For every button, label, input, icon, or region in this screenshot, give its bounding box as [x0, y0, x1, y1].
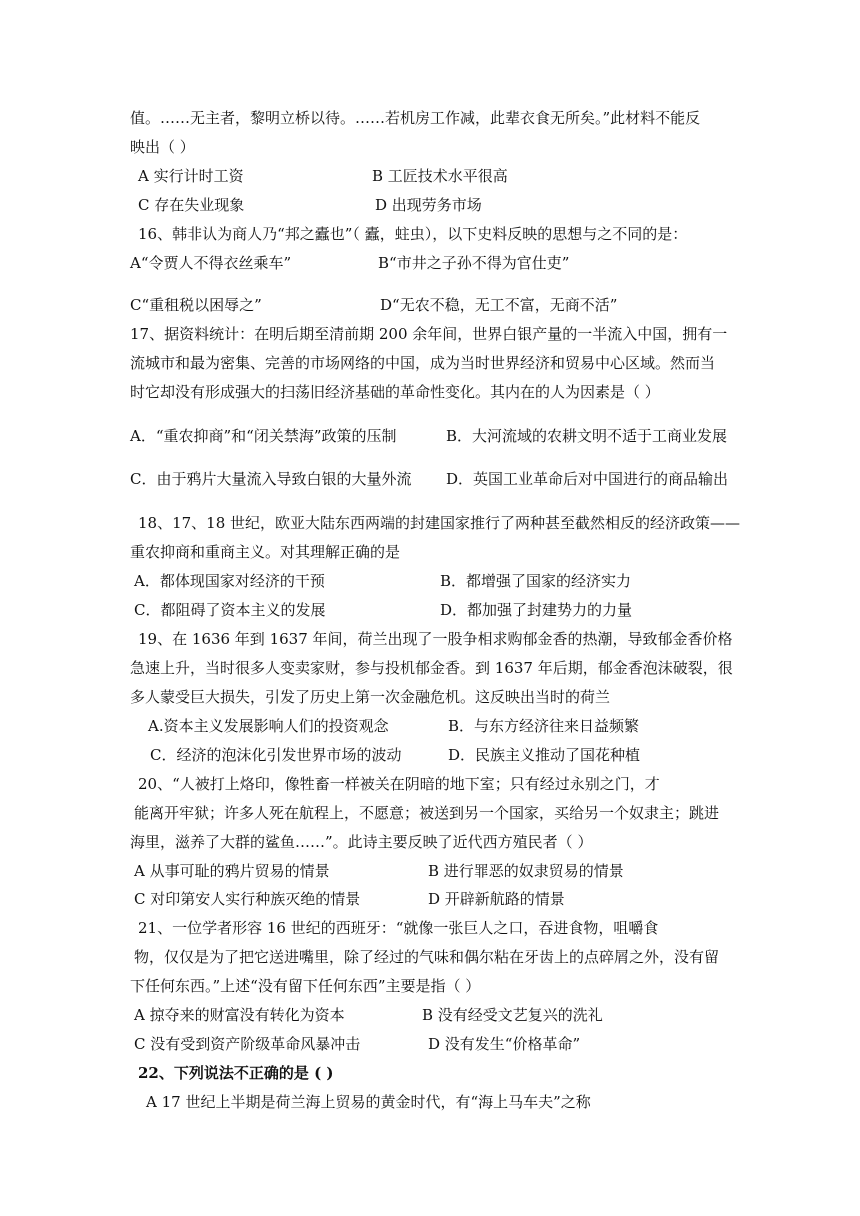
option-a: A 实行计时工资 — [138, 167, 244, 185]
option-d: D．都加强了封建势力的力量 — [440, 601, 633, 619]
option-a: A.资本主义发展影响人们的投资观念 — [148, 717, 389, 735]
text-line: 物，仅仅是为了把它送进嘴里，除了经过的气味和偶尔粘在牙齿上的点碎屑之外，没有留 — [134, 948, 720, 966]
text-line: 能离开牢狱；许多人死在航程上，不愿意；被送到另一个国家，买给另一个奴隶主；跳进 — [134, 804, 720, 822]
option-d: D 没有发生“价格革命” — [428, 1035, 581, 1053]
option-d: D 出现劳务市场 — [375, 196, 482, 214]
option-c: C．都阻碍了资本主义的发展 — [134, 601, 326, 619]
option-d: D 开辟新航路的情景 — [428, 890, 565, 908]
option-a: A 17 世纪上半期是荷兰海上贸易的黄金时代，有“海上马车夫”之称 — [146, 1093, 591, 1111]
text-line: 下任何东西。”上述“没有留下任何东西”主要是指（ ） — [130, 977, 481, 995]
option-c: C．由于鸦片大量流入导致白银的大量外流 — [130, 470, 412, 488]
option-b: B 进行罪恶的奴隶贸易的情景 — [428, 862, 624, 880]
question-19: 19、在 1636 年到 1637 年间，荷兰出现了一股争相求购郁金香的热潮，导致郁金香价格 — [138, 630, 733, 648]
text-line: 映出（ ） — [130, 138, 195, 156]
option-d: D．民族主义推动了国花种植 — [448, 746, 641, 764]
option-a: A“令贾人不得衣丝乘车” — [130, 254, 292, 272]
option-a: A．“重农抑商”和“闭关禁海”政策的压制 — [130, 427, 397, 445]
option-b: B．大河流域的农耕文明不适于工商业发展 — [446, 427, 728, 445]
text-line: 急速上升，当时很多人变卖家财，参与投机郁金香。到 1637 年后期，郁金香泡沫破裂，很 — [130, 659, 733, 677]
text-line: 流城市和最为密集、完善的市场网络的中国，成为当时世界经济和贸易中心区域。然而当 — [130, 354, 716, 372]
option-a: A．都体现国家对经济的干预 — [134, 572, 325, 590]
option-d: D．英国工业革命后对中国进行的商品输出 — [446, 470, 729, 488]
option-b: B 工匠技术水平很高 — [372, 167, 508, 185]
option-b: B“市井之子孙不得为官仕吏” — [378, 254, 570, 272]
text-line: 海里，滋养了大群的鲨鱼……”。此诗主要反映了近代西方殖民者（ ） — [130, 833, 593, 851]
option-b: B．都增强了国家的经济实力 — [440, 572, 632, 590]
option-c: C 对印第安人实行种族灭绝的情景 — [134, 890, 361, 908]
question-17: 17、据资料统计：在明后期至清前期 200 余年间，世界白银产量的一半流入中国，拥有一 — [130, 325, 728, 343]
option-c: C 没有受到资产阶级革命风暴冲击 — [134, 1035, 361, 1053]
option-d: D“无农不稳，无工不富，无商不活” — [380, 296, 618, 314]
option-b: B 没有经受文艺复兴的洗礼 — [422, 1006, 603, 1024]
question-20: 20、“人被打上烙印，像牲畜一样被关在阴暗的地下室；只有经过永别之门，才 — [138, 775, 660, 793]
option-c: C“重租税以困辱之” — [130, 296, 262, 314]
question-22: 22、下列说法不正确的是 ( ) — [138, 1064, 334, 1082]
option-a: A 从事可耻的鸦片贸易的情景 — [134, 862, 330, 880]
option-a: A 掠夺来的财富没有转化为资本 — [134, 1006, 345, 1024]
text-line: 重农抑商和重商主义。对其理解正确的是 — [130, 543, 401, 561]
question-21: 21、一位学者形容 16 世纪的西班牙：“就像一张巨人之口，吞进食物，咀嚼食 — [138, 919, 659, 937]
text-line: 时它却没有形成强大的扫荡旧经济基础的革命性变化。其内在的人为因素是（ ） — [130, 383, 660, 401]
option-c: C．经济的泡沫化引发世界市场的波动 — [150, 746, 402, 764]
text-line: 值。……无主者，黎明立桥以待。……若机房工作减，此辈衣食无所矣。”此材料不能反 — [130, 109, 701, 127]
question-18: 18、17、18 世纪，欧亚大陆东西两端的封建国家推行了两种甚至截然相反的经济政策—— — [138, 514, 741, 532]
question-16: 16、韩非认为商人乃“邦之蠹也”（ 蠹，蛀虫），以下史料反映的思想与之不同的是： — [138, 225, 688, 243]
text-line: 多人蒙受巨大损失，引发了历史上第一次金融危机。这反映出当时的荷兰 — [130, 688, 611, 706]
option-b: B．与东方经济往来日益频繁 — [448, 717, 640, 735]
option-c: C 存在失业现象 — [138, 196, 245, 214]
